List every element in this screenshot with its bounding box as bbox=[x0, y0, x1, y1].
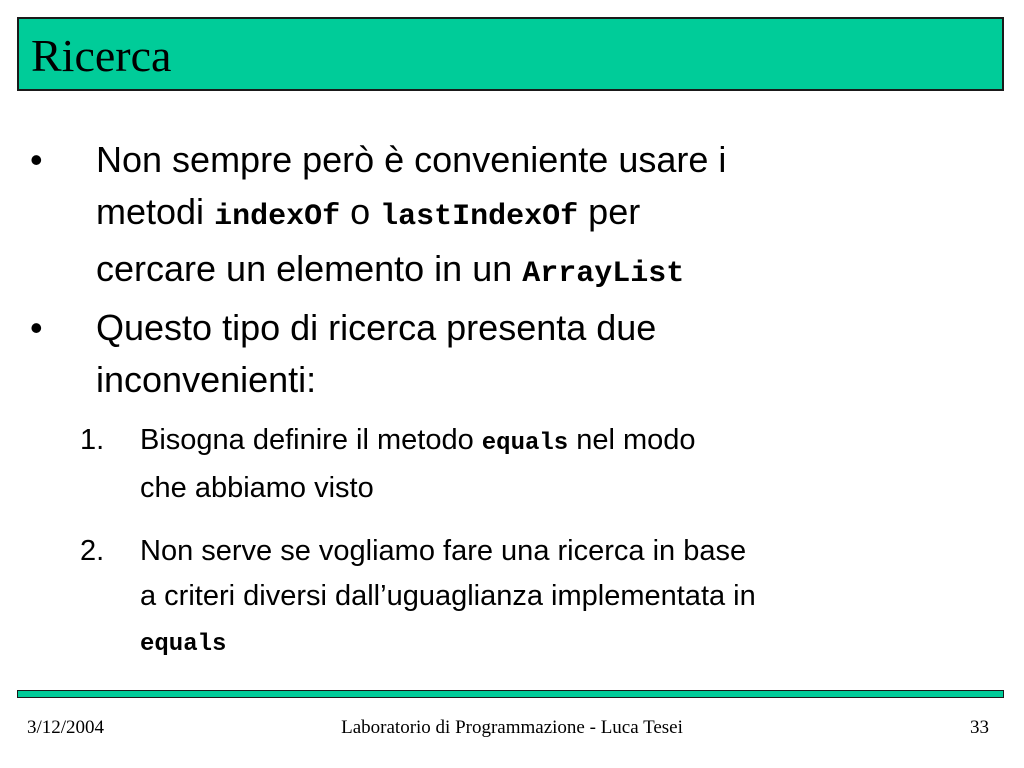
slide-title: Ricerca bbox=[31, 30, 172, 81]
text-line bbox=[96, 134, 916, 186]
text-run: Non sempre però è conveniente usare i bbox=[96, 139, 727, 180]
text-line bbox=[140, 529, 1000, 574]
text-run: per bbox=[578, 191, 641, 232]
title-bar bbox=[17, 17, 1004, 91]
text-line bbox=[140, 574, 1000, 619]
code-term: indexOf bbox=[214, 200, 341, 234]
item-text bbox=[140, 418, 1000, 511]
code-term: lastIndexOf bbox=[380, 200, 579, 234]
text-line bbox=[96, 354, 916, 406]
text-run: inconvenienti: bbox=[96, 359, 317, 400]
item-number: 1. bbox=[80, 424, 105, 456]
code-term: equals bbox=[140, 631, 227, 658]
bullet-text bbox=[96, 134, 916, 300]
text-run: a criteri diversi dall’uguaglianza implementata in bbox=[140, 580, 756, 612]
footer-date: 3/12/2004 bbox=[27, 717, 105, 738]
text-run: Non serve se vogliamo fare una ricerca in base bbox=[140, 535, 747, 567]
text-line bbox=[140, 466, 1000, 511]
text-line bbox=[140, 418, 1000, 466]
text-line bbox=[96, 243, 916, 300]
text-run: metodi bbox=[96, 191, 215, 232]
text-line bbox=[140, 619, 1000, 667]
bullet-icon: • bbox=[30, 307, 43, 348]
page-number: 33 bbox=[970, 717, 989, 738]
bullet-text bbox=[96, 302, 916, 406]
text-run: che abbiamo visto bbox=[140, 472, 374, 504]
item-text bbox=[140, 529, 1000, 667]
text-line bbox=[96, 302, 916, 354]
text-run: nel modo bbox=[568, 424, 696, 456]
bullet-icon: • bbox=[30, 139, 43, 180]
text-run: Questo tipo di ricerca presenta due bbox=[96, 307, 657, 348]
code-term: ArrayList bbox=[522, 257, 685, 291]
text-run: cercare un elemento in un bbox=[96, 248, 523, 289]
text-run: Bisogna definire il metodo bbox=[140, 424, 482, 456]
text-run: o bbox=[340, 191, 381, 232]
footer-title: Laboratorio di Programmazione - Luca Tesei bbox=[341, 717, 683, 738]
code-term: equals bbox=[481, 430, 569, 457]
text-line bbox=[96, 186, 916, 243]
item-number: 2. bbox=[80, 535, 105, 567]
footer-divider bbox=[17, 690, 1004, 698]
